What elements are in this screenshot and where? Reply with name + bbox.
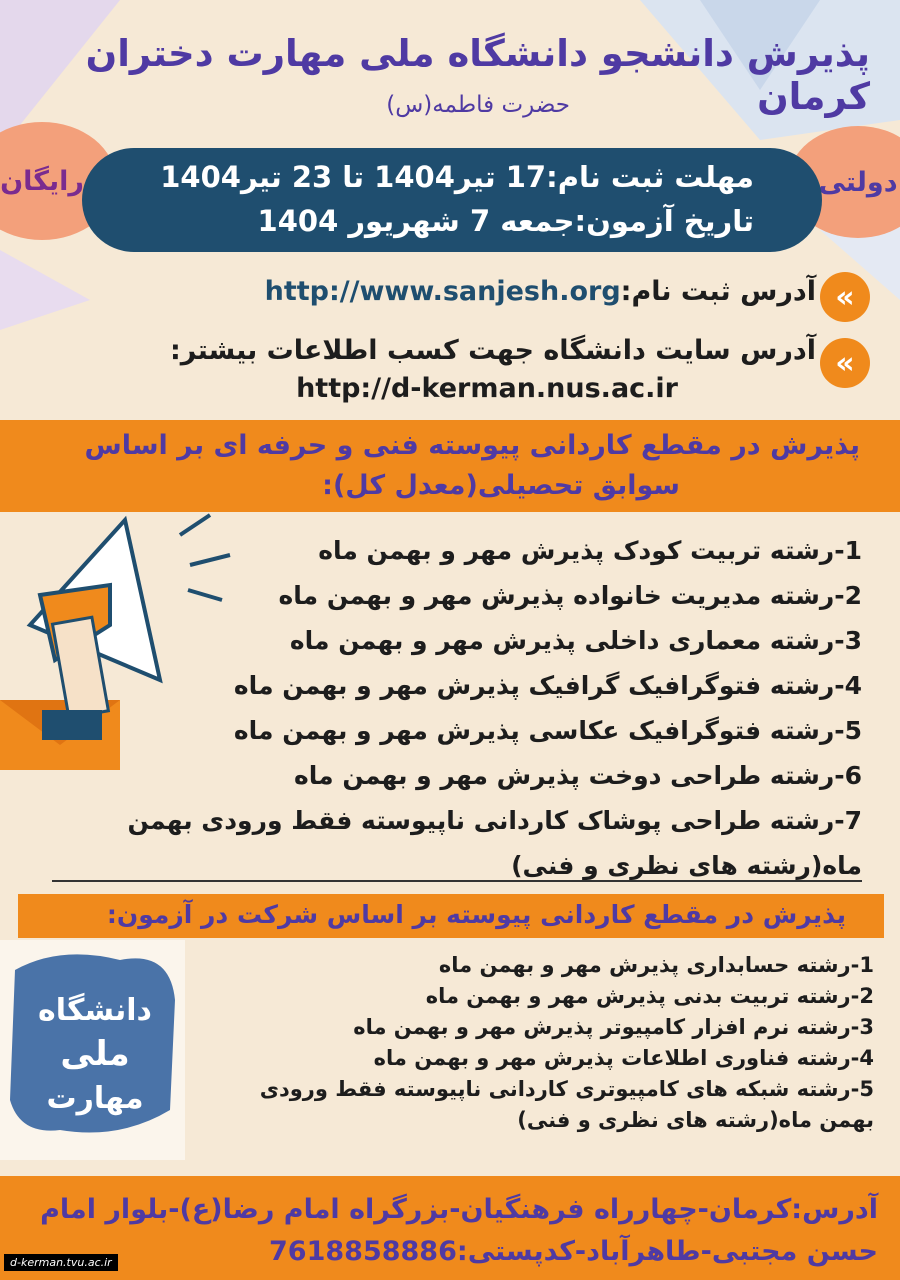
list-item: 2-رشته تربیت بدنی پذیرش مهر و بهمن ماه: [425, 984, 874, 1008]
state-badge-label: دولتی: [818, 166, 898, 198]
footer-address: [0, 1176, 900, 1280]
logo-text-top: دانشگاه: [38, 993, 152, 1028]
list-item: بهمن ماه(رشته های نظری و فنی): [517, 1108, 874, 1132]
dates-banner: [82, 148, 822, 252]
section2-header: [18, 894, 884, 938]
list-item: 4-رشته فناوری اطلاعات پذیرش مهر و بهمن ماه: [373, 1046, 874, 1070]
address-line2: حسن مجتبی-طاهرآباد-کدپستی:7618858886: [269, 1236, 878, 1267]
section2-title: پذیرش در مقطع کاردانی پیوسته بر اساس شرکت در آزمون:: [106, 900, 846, 929]
registration-deadline: مهلت ثبت نام:17 تیر1404 تا 23 تیر1404: [160, 160, 754, 194]
logo-text-mid: ملی: [60, 1034, 130, 1074]
bullet-glyph: «: [835, 279, 855, 315]
site-watermark[interactable]: d-kerman.tvu.ac.ir: [4, 1254, 118, 1271]
info-url-link[interactable]: http://d-kerman.nus.ac.ir: [296, 373, 678, 404]
list-item: 5-رشته شبکه های کامپیوتری کاردانی ناپیوسته فقط ورودی: [259, 1077, 874, 1101]
divider: [52, 880, 862, 882]
address-line1: آدرس:کرمان-چهارراه فرهنگیان-بزرگراه امام رضا(ع)-بلوار امام: [40, 1194, 878, 1225]
section1-header: [0, 420, 900, 512]
page-subtitle: حضرت فاطمه(س): [386, 92, 570, 118]
university-logo: [0, 940, 185, 1160]
list-item: 3-رشته معماری داخلی پذیرش مهر و بهمن ماه: [289, 626, 862, 655]
free-badge-label: رایگان: [0, 165, 84, 197]
exam-date: تاریخ آزمون:جمعه 7 شهریور 1404: [257, 204, 754, 238]
list-item: 6-رشته طراحی دوخت پذیرش مهر و بهمن ماه: [294, 761, 862, 790]
logo-emblem: [0, 940, 185, 1160]
section1-title-line2: سوابق تحصیلی(معدل کل):: [322, 470, 680, 501]
double-chevron-icon: [820, 338, 870, 388]
list-item: 7-رشته طراحی پوشاک کاردانی ناپیوسته فقط ورودی بهمن: [127, 806, 862, 835]
list-item: 2-رشته مدیریت خانواده پذیرش مهر و بهمن ماه: [278, 581, 862, 610]
page-title: پذیرش دانشجو دانشگاه ملی مهارت دختران کرمان: [85, 32, 870, 118]
list-item: 1-رشته تربیت کودک پذیرش مهر و بهمن ماه: [318, 536, 862, 565]
info-address-label: آدرس سایت دانشگاه جهت کسب اطلاعات بیشتر:: [170, 335, 816, 366]
double-chevron-icon: [820, 272, 870, 322]
list-item: 4-رشته فتوگرافیک گرافیک پذیرش مهر و بهمن ماه: [233, 671, 862, 700]
section1-list: [42, 528, 862, 888]
registration-url-link[interactable]: http://www.sanjesh.org: [264, 276, 621, 307]
registration-address: [265, 276, 816, 307]
list-item: 3-رشته نرم افزار کامپیوتر پذیرش مهر و بهمن ماه: [353, 1015, 874, 1039]
list-item: ماه(رشته های نظری و فنی): [511, 851, 862, 880]
registration-address-label: آدرس ثبت نام:: [620, 276, 816, 307]
logo-text-bottom: مهارت: [46, 1081, 144, 1116]
section2-list: [184, 950, 874, 1136]
bullet-glyph: «: [835, 345, 855, 381]
section1-title-line1: پذیرش در مقطع کاردانی پیوسته فنی و حرفه ای بر اساس: [84, 430, 860, 461]
list-item: 1-رشته حسابداری پذیرش مهر و بهمن ماه: [438, 953, 874, 977]
list-item: 5-رشته فتوگرافیک عکاسی پذیرش مهر و بهمن ماه: [233, 716, 862, 745]
